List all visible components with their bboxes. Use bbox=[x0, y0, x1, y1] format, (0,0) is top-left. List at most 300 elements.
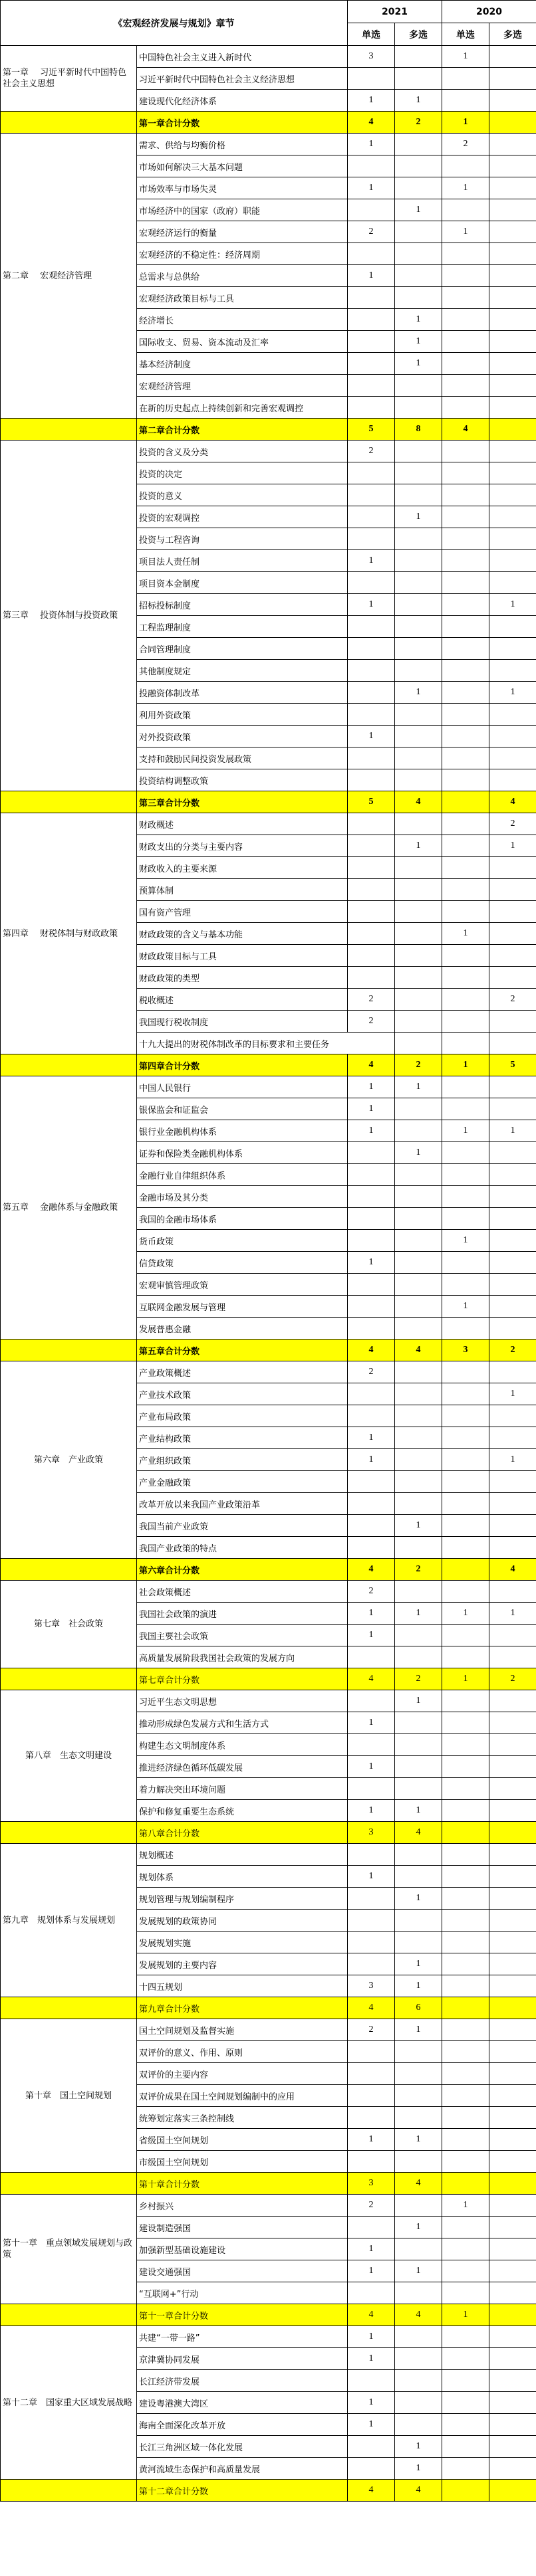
count-2020-single bbox=[442, 1712, 489, 1734]
count-2020-multi bbox=[489, 2085, 536, 2107]
topic-label: 市场经济中的国家（政府）职能 bbox=[137, 199, 348, 221]
count-2020-multi bbox=[489, 857, 536, 879]
count-2020-single bbox=[442, 945, 489, 967]
count-2020-multi bbox=[489, 572, 536, 594]
total-2021-multi: 4 bbox=[395, 2173, 442, 2195]
count-2020-single bbox=[442, 2019, 489, 2041]
count-2021-single: 1 bbox=[348, 2414, 395, 2436]
count-2021-single bbox=[348, 2370, 395, 2392]
total-2020-single bbox=[442, 1822, 489, 1844]
count-2021-multi bbox=[395, 1208, 442, 1230]
count-2020-single bbox=[442, 1405, 489, 1427]
count-2020-single bbox=[442, 1033, 489, 1054]
count-2021-single bbox=[348, 2436, 395, 2458]
topic-label: 宏观审慎管理政策 bbox=[137, 1274, 348, 1296]
count-2021-single bbox=[348, 1910, 395, 1932]
count-2020-single bbox=[442, 682, 489, 704]
topic-label: 高质量发展阶段我国社会政策的发展方向 bbox=[137, 1646, 348, 1668]
topic-label: 共建“一带一路” bbox=[137, 2326, 348, 2348]
chapter-total-label: 第五章合计分数 bbox=[137, 1339, 348, 1361]
count-2021-multi: 1 bbox=[395, 682, 442, 704]
count-2020-multi bbox=[489, 769, 536, 791]
count-2021-single bbox=[348, 682, 395, 704]
total-2021-single: 5 bbox=[348, 419, 395, 441]
total-2021-single: 4 bbox=[348, 1997, 395, 2019]
count-2021-single bbox=[348, 572, 395, 594]
topic-label: 财政概述 bbox=[137, 813, 348, 835]
chapter-total-label: 第一章合计分数 bbox=[137, 112, 348, 134]
count-2020-single bbox=[442, 1383, 489, 1405]
topic-label: 省级国土空间规划 bbox=[137, 2129, 348, 2151]
count-2020-multi bbox=[489, 1164, 536, 1186]
chapter-total-label: 第七章合计分数 bbox=[137, 1668, 348, 1690]
table-row bbox=[1, 1690, 536, 1712]
topic-label: 项目资本金制度 bbox=[137, 572, 348, 594]
count-2021-single: 1 bbox=[348, 2348, 395, 2370]
count-2021-multi bbox=[395, 1318, 442, 1339]
count-2021-multi bbox=[395, 155, 442, 177]
count-2020-multi bbox=[489, 1581, 536, 1603]
topic-label: 推进经济绿色循环低碳发展 bbox=[137, 1756, 348, 1778]
topic-label: 宏观经济的不稳定性：经济周期 bbox=[137, 243, 348, 265]
count-2021-single: 1 bbox=[348, 1098, 395, 1120]
count-2020-multi bbox=[489, 1800, 536, 1822]
chapter-name: 第三章 投资体制与投资政策 bbox=[1, 441, 137, 791]
count-2020-single bbox=[442, 704, 489, 726]
topic-label: 双评价的主要内容 bbox=[137, 2063, 348, 2085]
count-2021-single: 1 bbox=[348, 2129, 395, 2151]
count-2020-multi bbox=[489, 2370, 536, 2392]
topic-label: 十九大提出的财税体制改革的目标要求和主要任务 bbox=[137, 1033, 348, 1054]
total-2020-multi: 4 bbox=[489, 791, 536, 813]
total-2020-multi: 2 bbox=[489, 1668, 536, 1690]
count-2020-multi bbox=[489, 1866, 536, 1888]
count-2020-single bbox=[442, 572, 489, 594]
count-2020-multi bbox=[489, 747, 536, 769]
chapter-total-spacer bbox=[1, 2304, 137, 2326]
count-2021-single bbox=[348, 2085, 395, 2107]
count-2021-single bbox=[348, 967, 395, 989]
count-2021-single: 1 bbox=[348, 550, 395, 572]
chapter-total-row bbox=[1, 1668, 536, 1690]
topic-label: 保护和修复重要生态系统 bbox=[137, 1800, 348, 1822]
topic-label: 财政政策的含义与基本功能 bbox=[137, 923, 348, 945]
table-row bbox=[1, 441, 536, 462]
topic-label: 习近平新时代中国特色社会主义经济思想 bbox=[137, 68, 348, 90]
count-2020-single bbox=[442, 68, 489, 90]
count-2021-multi: 1 bbox=[395, 309, 442, 331]
count-2021-multi bbox=[395, 265, 442, 287]
count-2021-multi bbox=[395, 1844, 442, 1866]
chapter-total-spacer bbox=[1, 1668, 137, 1690]
type-header-2020-multi: 多选 bbox=[489, 23, 536, 46]
chapter-name: 第六章 产业政策 bbox=[1, 1361, 137, 1559]
total-2021-multi: 8 bbox=[395, 419, 442, 441]
topic-label: 社会政策概述 bbox=[137, 1581, 348, 1603]
topic-label: 招标投标制度 bbox=[137, 594, 348, 616]
count-2021-multi: 1 bbox=[395, 506, 442, 528]
count-2020-multi bbox=[489, 2195, 536, 2217]
total-2020-multi bbox=[489, 2304, 536, 2326]
count-2021-single: 1 bbox=[348, 265, 395, 287]
count-2020-single bbox=[442, 375, 489, 397]
count-2020-single bbox=[442, 1756, 489, 1778]
count-2021-multi bbox=[395, 813, 442, 835]
count-2020-single bbox=[442, 2129, 489, 2151]
chapter-total-spacer bbox=[1, 1559, 137, 1581]
total-2020-single: 3 bbox=[442, 1339, 489, 1361]
count-2021-multi: 1 bbox=[395, 1953, 442, 1975]
count-2020-single bbox=[442, 199, 489, 221]
count-2020-single: 1 bbox=[442, 1296, 489, 1318]
total-2021-single: 4 bbox=[348, 112, 395, 134]
count-2021-single bbox=[348, 1888, 395, 1910]
count-2020-single bbox=[442, 353, 489, 375]
header-row-years bbox=[1, 1, 536, 23]
count-2021-single bbox=[348, 704, 395, 726]
count-2020-single bbox=[442, 506, 489, 528]
count-2021-single: 1 bbox=[348, 1866, 395, 1888]
chapter-total-label: 第九章合计分数 bbox=[137, 1997, 348, 2019]
count-2020-multi bbox=[489, 1361, 536, 1383]
topic-label: 财政支出的分类与主要内容 bbox=[137, 835, 348, 857]
chapter-total-spacer bbox=[1, 419, 137, 441]
total-2020-single bbox=[442, 2480, 489, 2502]
count-2020-single bbox=[442, 2348, 489, 2370]
count-2020-multi bbox=[489, 616, 536, 638]
count-2021-multi bbox=[395, 989, 442, 1011]
count-2020-single: 1 bbox=[442, 2195, 489, 2217]
count-2021-single bbox=[348, 1318, 395, 1339]
count-2020-single: 1 bbox=[442, 1603, 489, 1625]
count-2020-multi bbox=[489, 1953, 536, 1975]
total-2020-single: 1 bbox=[442, 112, 489, 134]
topic-label: 其他制度规定 bbox=[137, 660, 348, 682]
count-2021-single: 1 bbox=[348, 2238, 395, 2260]
count-2021-multi: 1 bbox=[395, 1076, 442, 1098]
count-2021-multi bbox=[395, 462, 442, 484]
topic-label: 习近平生态文明思想 bbox=[137, 1690, 348, 1712]
total-2021-multi: 2 bbox=[395, 112, 442, 134]
topic-label: 统筹划定落实三条控制线 bbox=[137, 2107, 348, 2129]
topic-label: 投资结构调整政策 bbox=[137, 769, 348, 791]
topic-label: 我国社会政策的演进 bbox=[137, 1603, 348, 1625]
topic-label: 预算体制 bbox=[137, 879, 348, 901]
count-2021-single bbox=[348, 835, 395, 857]
topic-label: 产业政策概述 bbox=[137, 1361, 348, 1383]
chapter-total-label: 第十二章合计分数 bbox=[137, 2480, 348, 2502]
topic-label: 规划概述 bbox=[137, 1844, 348, 1866]
topic-label: 利用外资政策 bbox=[137, 704, 348, 726]
count-2020-single bbox=[442, 989, 489, 1011]
count-2020-single bbox=[442, 1800, 489, 1822]
count-2020-multi: 1 bbox=[489, 1449, 536, 1471]
count-2021-multi: 1 bbox=[395, 353, 442, 375]
count-2021-multi bbox=[395, 1866, 442, 1888]
count-2020-single: 1 bbox=[442, 221, 489, 243]
count-2021-multi: 1 bbox=[395, 1603, 442, 1625]
chapter-total-row bbox=[1, 2173, 536, 2195]
count-2021-multi bbox=[395, 726, 442, 747]
count-2020-multi bbox=[489, 879, 536, 901]
count-2021-multi bbox=[395, 2063, 442, 2085]
count-2021-multi bbox=[395, 901, 442, 923]
count-2021-multi bbox=[395, 1932, 442, 1953]
topic-label: 投资的含义及分类 bbox=[137, 441, 348, 462]
count-2020-single bbox=[442, 1690, 489, 1712]
topic-label: 构建生态文明制度体系 bbox=[137, 1734, 348, 1756]
count-2020-multi: 1 bbox=[489, 682, 536, 704]
count-2021-multi bbox=[395, 1712, 442, 1734]
count-2021-multi: 1 bbox=[395, 2260, 442, 2282]
topic-label: 发展规划的主要内容 bbox=[137, 1953, 348, 1975]
count-2020-single bbox=[442, 243, 489, 265]
count-2020-multi bbox=[489, 660, 536, 682]
count-2021-multi bbox=[395, 1383, 442, 1405]
count-2020-single bbox=[442, 1734, 489, 1756]
chapter-total-label: 第六章合计分数 bbox=[137, 1559, 348, 1581]
count-2021-multi bbox=[395, 441, 442, 462]
count-2020-single bbox=[442, 550, 489, 572]
count-2021-multi bbox=[395, 2238, 442, 2260]
topic-label: 发展普惠金融 bbox=[137, 1318, 348, 1339]
chapter-name: 第十二章 国家重大区域发展战略 bbox=[1, 2326, 137, 2480]
count-2021-multi bbox=[395, 2326, 442, 2348]
count-2021-multi: 1 bbox=[395, 331, 442, 353]
count-2020-single bbox=[442, 835, 489, 857]
count-2021-multi bbox=[395, 572, 442, 594]
count-2020-multi bbox=[489, 1690, 536, 1712]
count-2021-single: 1 bbox=[348, 2326, 395, 2348]
chapter-total-spacer bbox=[1, 1822, 137, 1844]
count-2021-multi: 1 bbox=[395, 2129, 442, 2151]
count-2021-single bbox=[348, 769, 395, 791]
chapter-total-row bbox=[1, 2304, 536, 2326]
count-2020-single bbox=[442, 1778, 489, 1800]
count-2021-single: 1 bbox=[348, 90, 395, 112]
count-2020-multi bbox=[489, 1098, 536, 1120]
count-2020-multi bbox=[489, 2436, 536, 2458]
topic-label: 货币政策 bbox=[137, 1230, 348, 1252]
topic-label: 我国产业政策的特点 bbox=[137, 1537, 348, 1559]
count-2020-multi bbox=[489, 2041, 536, 2063]
topic-label: 经济增长 bbox=[137, 309, 348, 331]
count-2020-single: 2 bbox=[442, 134, 489, 155]
count-2021-single: 1 bbox=[348, 1076, 395, 1098]
count-2020-single: 1 bbox=[442, 923, 489, 945]
count-2021-multi: 1 bbox=[395, 1690, 442, 1712]
count-2021-multi bbox=[395, 46, 442, 68]
count-2021-single bbox=[348, 813, 395, 835]
count-2020-multi bbox=[489, 1844, 536, 1866]
count-2020-single bbox=[442, 2107, 489, 2129]
count-2021-single: 1 bbox=[348, 1427, 395, 1449]
count-2020-multi bbox=[489, 397, 536, 419]
count-2020-single bbox=[442, 1471, 489, 1493]
topic-label: “互联网+”行动 bbox=[137, 2282, 348, 2304]
count-2021-single: 1 bbox=[348, 1712, 395, 1734]
count-2020-multi: 2 bbox=[489, 989, 536, 1011]
total-2021-single: 3 bbox=[348, 1822, 395, 1844]
count-2021-multi bbox=[395, 2041, 442, 2063]
count-2020-single bbox=[442, 1975, 489, 1997]
count-2020-single bbox=[442, 1011, 489, 1033]
count-2020-single bbox=[442, 1252, 489, 1274]
count-2021-single: 2 bbox=[348, 989, 395, 1011]
count-2020-single bbox=[442, 1208, 489, 1230]
count-2021-single bbox=[348, 747, 395, 769]
count-2021-multi bbox=[395, 879, 442, 901]
count-2020-single bbox=[442, 1953, 489, 1975]
topic-label: 需求、供给与均衡价格 bbox=[137, 134, 348, 155]
topic-label: 长江三角洲区域一体化发展 bbox=[137, 2436, 348, 2458]
count-2021-multi bbox=[395, 2195, 442, 2217]
chapter-total-label: 第八章合计分数 bbox=[137, 1822, 348, 1844]
chapter-total-row bbox=[1, 1997, 536, 2019]
total-2020-single: 4 bbox=[442, 419, 489, 441]
total-2020-multi: 5 bbox=[489, 1054, 536, 1076]
topic-label: 投融资体制改革 bbox=[137, 682, 348, 704]
count-2020-single bbox=[442, 2260, 489, 2282]
count-2020-single bbox=[442, 967, 489, 989]
count-2021-single bbox=[348, 1646, 395, 1668]
count-2021-single: 2 bbox=[348, 1361, 395, 1383]
count-2020-single bbox=[442, 2041, 489, 2063]
count-2021-multi bbox=[395, 1405, 442, 1427]
count-2020-single bbox=[442, 155, 489, 177]
count-2020-single bbox=[442, 2282, 489, 2304]
count-2020-single bbox=[442, 616, 489, 638]
count-2020-multi bbox=[489, 155, 536, 177]
total-2020-multi bbox=[489, 1997, 536, 2019]
topic-label: 产业布局政策 bbox=[137, 1405, 348, 1427]
count-2021-single bbox=[348, 2151, 395, 2173]
count-2020-single bbox=[442, 1537, 489, 1559]
count-2020-single bbox=[442, 1844, 489, 1866]
count-2020-multi bbox=[489, 1274, 536, 1296]
count-2021-multi bbox=[395, 769, 442, 791]
count-2020-multi: 1 bbox=[489, 1603, 536, 1625]
topic-label: 产业结构政策 bbox=[137, 1427, 348, 1449]
topic-label: 改革开放以来我国产业政策沿革 bbox=[137, 1493, 348, 1515]
count-2021-multi bbox=[395, 967, 442, 989]
count-2021-single: 1 bbox=[348, 1800, 395, 1822]
count-2021-multi bbox=[395, 177, 442, 199]
count-2020-multi bbox=[489, 221, 536, 243]
count-2020-multi bbox=[489, 484, 536, 506]
topic-label: 市级国土空间规划 bbox=[137, 2151, 348, 2173]
chapter-total-row bbox=[1, 1054, 536, 1076]
chapter-total-spacer bbox=[1, 1054, 137, 1076]
count-2021-single bbox=[348, 287, 395, 309]
count-2020-single bbox=[442, 1318, 489, 1339]
chapter-total-label: 第十一章合计分数 bbox=[137, 2304, 348, 2326]
topic-label: 建设制造强国 bbox=[137, 2217, 348, 2238]
count-2021-single bbox=[348, 1734, 395, 1756]
count-2021-single: 1 bbox=[348, 1252, 395, 1274]
topic-label: 投资的意义 bbox=[137, 484, 348, 506]
topic-label: 我国主要社会政策 bbox=[137, 1625, 348, 1646]
topic-label: 宏观经济政策目标与工具 bbox=[137, 287, 348, 309]
topic-label: 规划管理与规划编制程序 bbox=[137, 1888, 348, 1910]
count-2021-single bbox=[348, 506, 395, 528]
count-2021-multi: 1 bbox=[395, 90, 442, 112]
count-2020-multi bbox=[489, 704, 536, 726]
topic-label: 投资的宏观调控 bbox=[137, 506, 348, 528]
count-2021-multi bbox=[395, 616, 442, 638]
count-2021-single bbox=[348, 901, 395, 923]
count-2021-single bbox=[348, 528, 395, 550]
topic-label: 总需求与总供给 bbox=[137, 265, 348, 287]
count-2020-single bbox=[442, 2370, 489, 2392]
count-2021-single: 1 bbox=[348, 1120, 395, 1142]
topic-label: 金融市场及其分类 bbox=[137, 1186, 348, 1208]
chapter-total-row bbox=[1, 419, 536, 441]
count-2021-single bbox=[348, 923, 395, 945]
chapter-total-spacer bbox=[1, 2480, 137, 2502]
count-2020-multi bbox=[489, 1756, 536, 1778]
count-2021-multi: 1 bbox=[395, 2217, 442, 2238]
table-row bbox=[1, 1581, 536, 1603]
count-2020-multi bbox=[489, 1296, 536, 1318]
chapter-name: 第一章 习近平新时代中国特色社会主义思想 bbox=[1, 46, 137, 112]
count-2021-single bbox=[348, 1690, 395, 1712]
topic-label: 产业技术政策 bbox=[137, 1383, 348, 1405]
count-2021-multi bbox=[395, 2282, 442, 2304]
topic-label: 中国特色社会主义进入新时代 bbox=[137, 46, 348, 68]
total-2020-single bbox=[442, 1997, 489, 2019]
count-2020-multi bbox=[489, 923, 536, 945]
count-2020-multi bbox=[489, 1318, 536, 1339]
count-2021-multi bbox=[395, 2085, 442, 2107]
count-2021-multi bbox=[395, 1252, 442, 1274]
count-2020-multi bbox=[489, 1493, 536, 1515]
count-2021-single bbox=[348, 2217, 395, 2238]
count-2020-multi: 1 bbox=[489, 1120, 536, 1142]
topic-label: 发展规划的政策协同 bbox=[137, 1910, 348, 1932]
count-2021-multi: 1 bbox=[395, 1800, 442, 1822]
table-row bbox=[1, 2326, 536, 2348]
topic-label: 产业金融政策 bbox=[137, 1471, 348, 1493]
topic-label: 市场效率与市场失灵 bbox=[137, 177, 348, 199]
total-2020-multi: 4 bbox=[489, 1559, 536, 1581]
count-2020-multi bbox=[489, 2238, 536, 2260]
count-2020-multi bbox=[489, 287, 536, 309]
topic-label: 推动形成绿色发展方式和生活方式 bbox=[137, 1712, 348, 1734]
count-2020-single bbox=[442, 331, 489, 353]
count-2021-multi bbox=[395, 1361, 442, 1383]
count-2020-multi: 1 bbox=[489, 1383, 536, 1405]
count-2020-multi: 1 bbox=[489, 594, 536, 616]
total-2021-multi: 2 bbox=[395, 1559, 442, 1581]
type-header-2021-multi: 多选 bbox=[395, 23, 442, 46]
topic-label: 对外投资政策 bbox=[137, 726, 348, 747]
count-2020-multi bbox=[489, 1033, 536, 1054]
topic-label: 银保监会和证监会 bbox=[137, 1098, 348, 1120]
count-2021-multi: 1 bbox=[395, 1975, 442, 1997]
count-2020-single bbox=[442, 265, 489, 287]
count-2021-multi bbox=[395, 528, 442, 550]
count-2020-multi bbox=[489, 1405, 536, 1427]
count-2021-single bbox=[348, 857, 395, 879]
count-2020-multi bbox=[489, 1910, 536, 1932]
topic-label: 合同管理制度 bbox=[137, 638, 348, 660]
count-2020-single bbox=[442, 1932, 489, 1953]
total-2020-multi bbox=[489, 1822, 536, 1844]
count-2020-multi bbox=[489, 2458, 536, 2480]
count-2020-single bbox=[442, 397, 489, 419]
count-2020-multi bbox=[489, 1208, 536, 1230]
